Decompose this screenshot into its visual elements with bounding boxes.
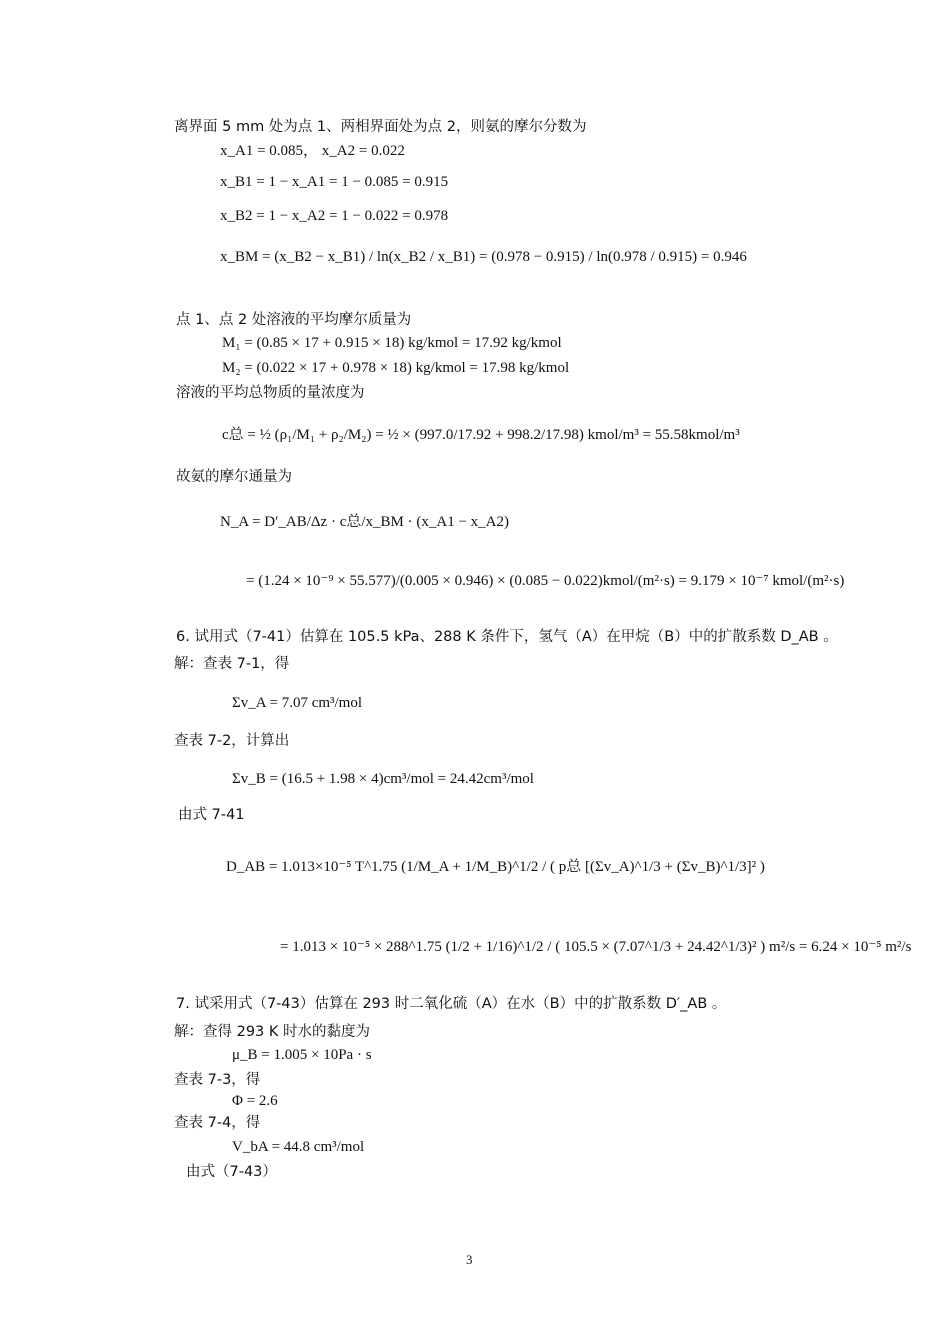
equation-line: x_B2 = 1 − x_A2 = 1 − 0.022 = 0.978 <box>220 208 449 224</box>
equation-line: Φ = 2.6 <box>232 1093 278 1109</box>
equation-line: = 1.013 × 10⁻⁵ × 288^1.75 (1/2 + 1/16)^1/2 / ( 105.5 × (7.07^1/3 + 24.42^1/3)² ) m²/s = 6.24 × 10⁻⁵ m²/s <box>280 939 912 955</box>
text-line: 6. 试用式（7-41）估算在 105.5 kPa、288 K 条件下，氢气（A）在甲烷（B）中的扩散系数 D_AB 。 <box>176 629 838 645</box>
equation-line: μ_B = 1.005 × 10Pa · s <box>232 1047 372 1063</box>
text-line: 查表 7-2，计算出 <box>174 733 290 749</box>
equation-line: M₂ = (0.022 × 17 + 0.978 × 18) kg/kmol = 17.98 kg/kmol <box>222 360 570 376</box>
text-line: 查表 7-3，得 <box>174 1072 261 1088</box>
equation-line: N_A = D′_AB/Δz · c总/x_BM · (x_A1 − x_A2) <box>220 514 509 530</box>
equation-line: D_AB = 1.013×10⁻⁵ T^1.75 (1/M_A + 1/M_B)^1/2 / ( p总 [(Σv_A)^1/3 + (Σv_B)^1/3]² ) <box>226 859 765 875</box>
equation-line: Σv_A = 7.07 cm³/mol <box>232 695 363 711</box>
text-line: 解：查表 7-1，得 <box>174 656 290 672</box>
equation-line: M₁ = (0.85 × 17 + 0.915 × 18) kg/kmol = 17.92 kg/kmol <box>222 335 562 351</box>
text-line: 由式 7-41 <box>178 807 245 823</box>
equation-line: x_A1 = 0.085， x_A2 = 0.022 <box>220 143 405 159</box>
text-line: 由式（7-43） <box>186 1164 277 1180</box>
page-number: 3 <box>466 1252 473 1267</box>
text-line: 7. 试采用式（7-43）估算在 293 时二氧化硫（A）在水（B）中的扩散系数 D′_AB 。 <box>176 996 727 1012</box>
equation-line: c总 = ½ (ρ₁/M₁ + ρ₂/M₂) = ½ × (997.0/17.92 + 998.2/17.98) kmol/m³ = 55.58kmol/m³ <box>222 427 740 443</box>
text-line: 解：查得 293 K 时水的黏度为 <box>174 1024 371 1040</box>
text-line: 溶液的平均总物质的量浓度为 <box>176 385 365 401</box>
equation-line: = (1.24 × 10⁻⁹ × 55.577)/(0.005 × 0.946) × (0.085 − 0.022)kmol/(m²·s) = 9.179 × 10⁻⁷ kmol/(m²·s) <box>246 573 845 589</box>
equation-line: x_B1 = 1 − x_A1 = 1 − 0.085 = 0.915 <box>220 174 449 190</box>
text-line: 故氨的摩尔通量为 <box>176 469 292 485</box>
equation-line: x_BM = (x_B2 − x_B1) / ln(x_B2 / x_B1) = (0.978 − 0.915) / ln(0.978 / 0.915) = 0.946 <box>220 249 747 265</box>
text-line: 点 1、点 2 处溶液的平均摩尔质量为 <box>176 312 412 328</box>
equation-line: Σv_B = (16.5 + 1.98 × 4)cm³/mol = 24.42cm³/mol <box>232 771 534 787</box>
equation-line: V_bA = 44.8 cm³/mol <box>232 1139 365 1155</box>
text-line: 离界面 5 mm 处为点 1、两相界面处为点 2，则氨的摩尔分数为 <box>174 119 587 135</box>
text-line: 查表 7-4，得 <box>174 1115 261 1131</box>
